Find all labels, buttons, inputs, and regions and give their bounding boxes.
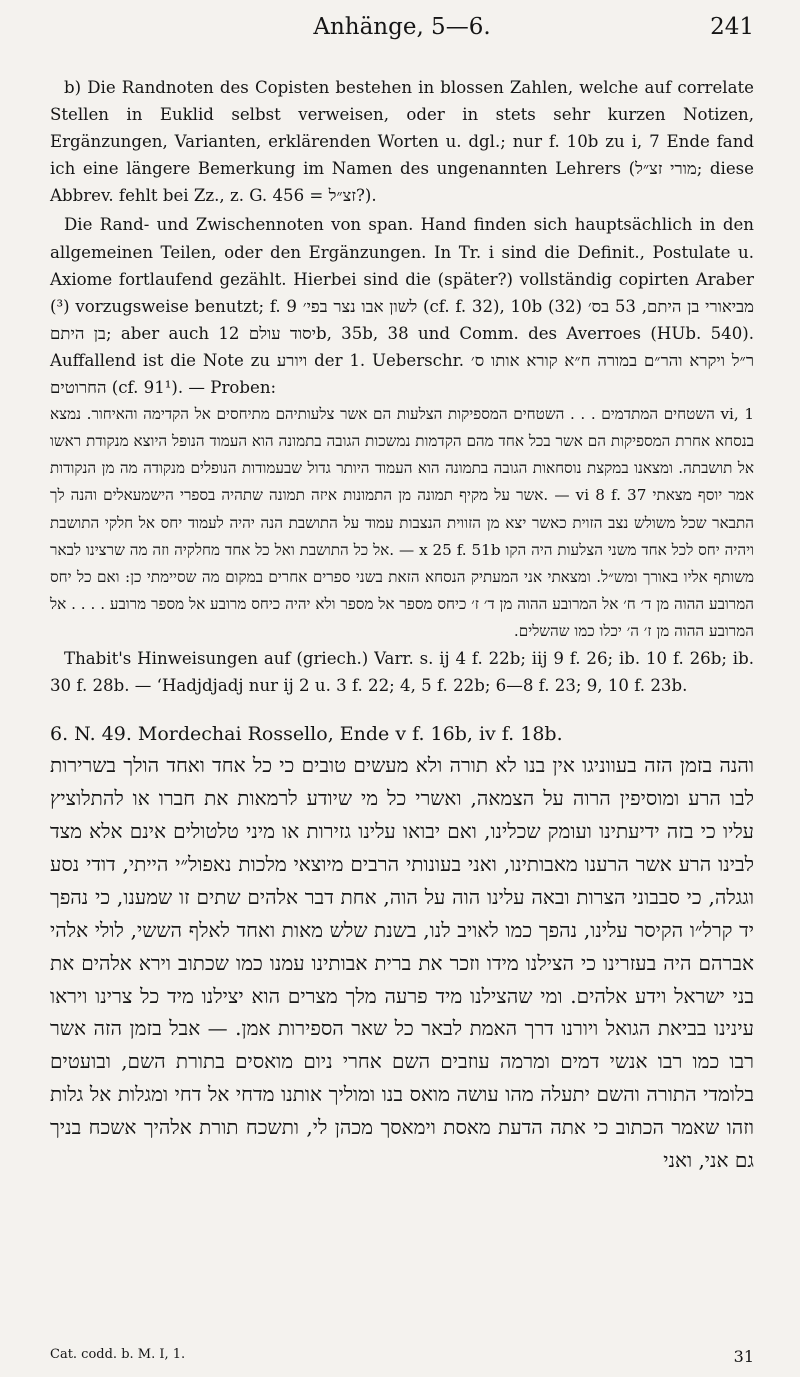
paragraph-b-randnoten: b) Die Randnoten des Copisten bestehen in blossen Zahlen, welche auf correlate Stellen in Euklid selbst verweisen, oder in stets sehr kurzen Notizen, Ergänzungen, Varianten, erklärenden Worten u. dgl.; nur f. 10b zu i, 7 Ende fand ich eine längere Bemerkung im Namen des ungenannten Lehrers (מורי זצ״ל; diese Abbrev. fehlt bei Zz., z. G. 456 = זצ״ל?). bbox=[50, 78, 754, 206]
section-6-heading: 6. N. 49. Mordechai Rossello, Ende v f. 16b, iv f. 18b. bbox=[50, 723, 563, 746]
paragraph-b-zwischennoten: Die Rand- und Zwischennoten von span. Hand finden sich hauptsächlich in den allgemeinen Teilen, oder den Ergänzungen. In Tr. i sind die Definit., Postulate u. Axiome fortlaufend gezählt. Hierbei sind die (später?) vollständig copirten Araber (³) vorzugsweise benutzt; f. 9 לשון אבו נצר בפי׳ (cf. f. 32), 10b (32) מביאורי בן היתם, 53 בס׳ בן היתם; aber auch יסוד עולם 12b, 35b, 38 und Comm. des Averroes (HUb. 540). Auffallend ist die Note zu ויורע der 1. Ueberschr. ר״ל ויקרא והר״ם במורה ח״א קורא אותו ס׳ החרוטים (cf. 91¹). — Proben: bbox=[50, 215, 754, 398]
page-footer bbox=[50, 1347, 754, 1369]
sheet-number: 31 bbox=[733, 1347, 754, 1366]
hebrew-rossello-text: והנה בזמן הזה בעווניגו אין בנו לא תורה ולא מעשים טובים כי כל אחד ואחד הולך בשרירות לבו הרע ומוסיפין הרוה על הצמאה, ואשרי כל מי שיודע לרמאות את חברו או להתלוציץ עליו כי בזה ידיעתינו ועומק שכלינו, ואם יבואו עלינו גזירות או מיני טלטולים אינם אלא מצד לבינו הרע אשר הרענו מאבותינו, ואני בעונותי הרבים מיוצאי מלכות נאפול״י הייתי, דודי נסע וגגלה, כי סבבוני הצרות ובאה עלינו הוה על הוה, אחת דבר אלהים שתים זו שמענו, כי נהפך יד קרל״ו הקיסר עלינו, נהפך כמו לאויב לנו, בשנת שלש מאות ואחד לאלף הששי, לולי אלהי אברהם היה בעזרינו כי הצילנו מידו וזכר את ברית אבותינו עמנו כמו שכתוב וירא אלהים את בני ישראל וידע אלהים. ומי שהצילנו מיד פרעה מלך מצרים הוא יצילנו מיד כל צרינו ויראו עינינו בביאת הגואל ויורנו דרך האמת לבאר כל שאר הספירות אמן. — אבל בזמן הזה אשר רבו כמו רבו אנשי דמים ומרמה עוזבים השם אחרי ניום מואסים בתורת השם, ובועטים בלומדי התורה והשם יתעלה מהו עושה מואס בנו ומוליך אותנו מדחי אל דחי ומגלות אל גלות וזהו שאמר הכתוב כי אתה הדעת מאסת וימאסך מכהן לי, ותשכח תורת אלהיך אשכח בניך גם אני, ואני bbox=[50, 753, 754, 1173]
sheet-signature: Cat. codd. b. M. I, 1. bbox=[50, 1347, 186, 1362]
running-title: Anhänge, 5—6. bbox=[313, 14, 491, 40]
page-number: 241 bbox=[710, 14, 754, 40]
running-header bbox=[50, 14, 754, 48]
hebrew-proben-block: vi, 1 השטחים המתדמים . . . השטחים המספיקות הצלעות הם אשר צלעותיהם מתיחסים אל הקדימה והאיחור. נמצא בנסחא אחרת המספיקות הם אשר בכל אחד מהם הקדמות נמשכות הגובה בתמונה הוא העמוד הנופל היוצא מנקודת ראשו אל תושבתה. ומצאנו במקצת נוסחאות הגובה בתמונה הוא העמוד היותר גדול שבעמודות הנופלים מנקודה מה מן הנקודות אמר יוסף מצאתי vi 8 f. 37 — .אשר על מקיף תמונה מן התמונות איזה תמונה שתהיה בספרי הישמעאלים והנה לך התבאר שכל משולש נצב הזוית כאשר יצא מן הזווית הנצבות עמוד על התושבת הנה יהיה לעמוד יחס אל חלקי התושבת ויהיה יחס לכל אחד משני הצלעות היה הקו x 25 f. 51b — .אל כל התושבת ואל כל אחד מחלקיה וזה מה שרצינו לבאר משותף אליו באורך ומש״ל. ומצאתי אני המעתיק הנסחא הזאת בשני ספרים אחרים במקום מה שסיימתי כן: ואם כל יחס המרובע ההוה מן ד׳ ח׳ אל המרובע ההוה מן ד׳ ז׳ כיחס מספר אל מספר ולא יהיה כיחס מרובע אל מספר מרובע . . . . אל המרובע ההוה מן ז׳ ה׳ יכלו כמו שהשלים. bbox=[50, 405, 754, 640]
page-body bbox=[50, 74, 754, 1177]
paragraph-thabit: Thabit's Hinweisungen auf (griech.) Varr. s. ij 4 f. 22b; iij 9 f. 26; ib. 10 f. 26b; ib. 30 f. 28b. — ‘Hadjdjadj nur ij 2 u. 3 f. 22; 4, 5 f. 22b; 6—8 f. 23; 9, 10 f. 23b. bbox=[50, 648, 754, 696]
